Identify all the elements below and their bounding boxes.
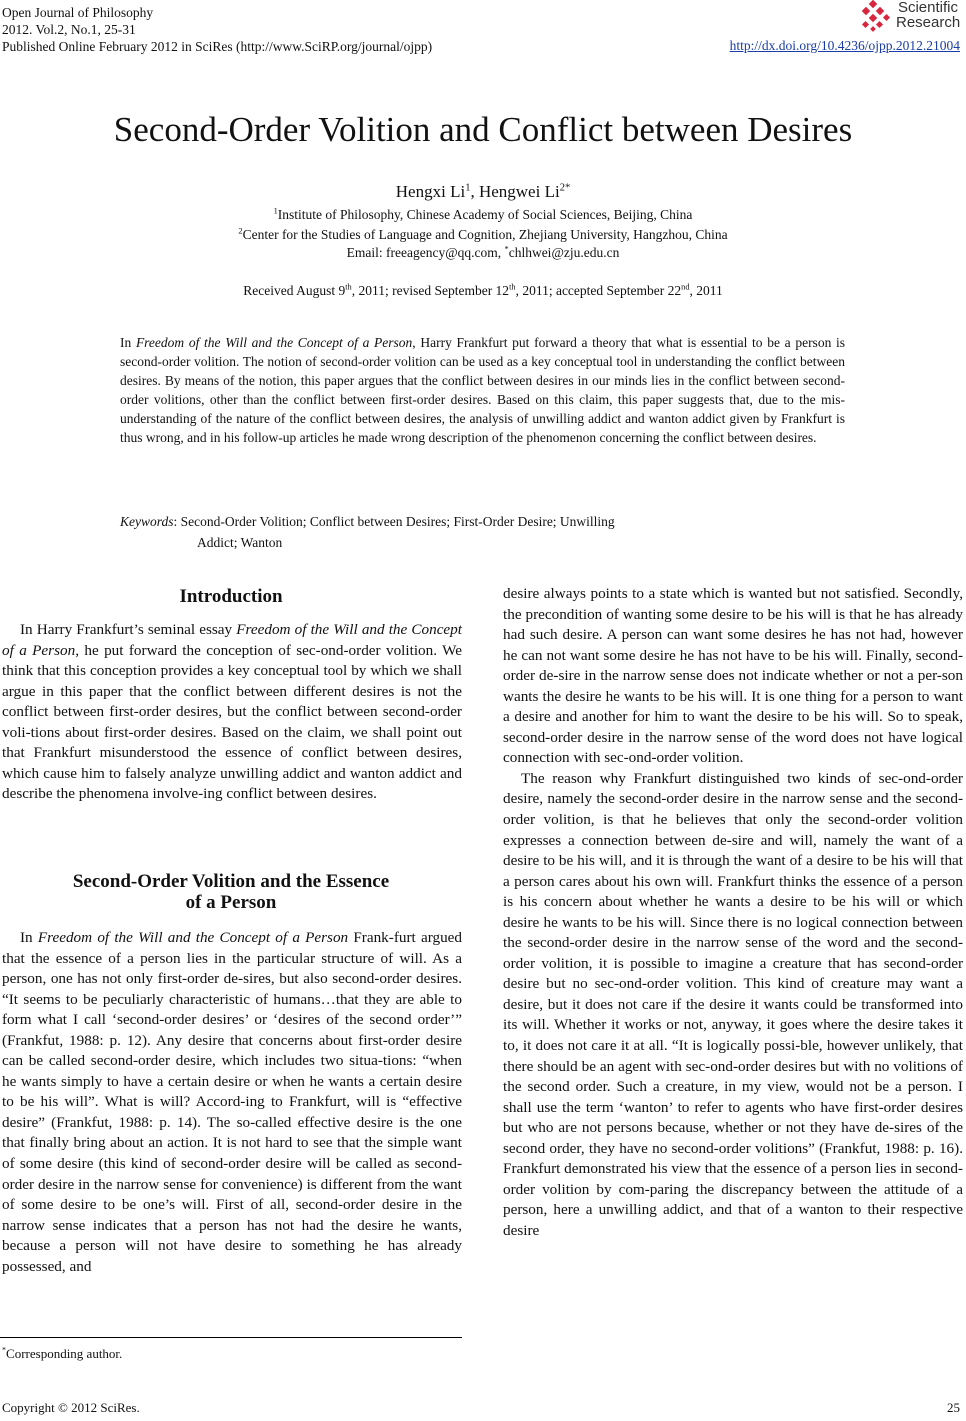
section-2-heading-line-2: of a Person	[185, 892, 277, 913]
keywords-colon: :	[173, 514, 181, 529]
journal-volume: 2012. Vol.2, No.1, 25-31	[2, 22, 136, 37]
section-2-heading	[8, 871, 454, 913]
author-2: , Hengwei Li	[470, 182, 560, 201]
keywords-line-1: Second-Order Volition; Conflict between Desires; First-Order Desire; Unwilling	[180, 514, 615, 529]
publication-info: Published Online February 2012 in SciRes (http://www.SciRP.org/journal/ojpp)	[2, 39, 433, 54]
received-sup-2: th	[509, 282, 516, 292]
abstract	[120, 333, 845, 448]
received-text-4: , 2011	[689, 283, 723, 298]
right-paragraph-2: The reason why Frankfurt distinguished two kinds of sec-ond-order desire, namely the second-order desire in the narrow sense and the second-order volition, is that he believes that only the second-order volition expresses a connection between de-sire and will, namely the want of a desire to be his will, and it is through the want of a desire to be his will that a person cares about his own will. Frankfurt thinks the essence of a person is his concern about whether he wants a desire to be his will or which desire he wants to be his will. Since there is no logical connection between the second-order desire in the narrow sense of the word and the second-order volition, it is possible to imagine a creature that has second-order desire but no sec-ond-order volition. This kind of creature may want a desire, but it does not care if the desire it wants could be transformed into its will. Whether it works or not, anyway, it goes where the desire takes it to, it does not care it at all. “It is logically possi-ble, however unlikely, that there should be an agent with sec-ond-order desires but with no volitions of the second order. Such a creature, in my view, would not be a person. I shall use the term ‘wanton’ to refer to agents who have first-order desires but who are not persons because, whether or not they have de-sires of the second order, they have no second-order volitions” (Frankfut, 1988: p. 16). Frankfurt demonstrated his view that the essence of a person lies in second-order volition by com-paring the discrepancy between the attitude of a person, here a unwilling addict, and that of a wanton to their respective desire	[503, 769, 963, 1239]
keywords-label: Keywords	[120, 514, 174, 529]
email-line	[0, 245, 966, 261]
intro-p1-b: , he put forward the conception of sec-ond-order volition. We think that this conception provides a key conceptual tool by which we shall argue in this paper that the conflict between different desires is not the conflict between first-order desires, but the conflict between second-order voli-tions about first-order desires. Based on the claim, we shall point out that Frankfurt misunderstood the essence of conflict between desires, which cause him to falsely analyze unwilling addict and wanton addict and describe the phenomena involve-ing conflict between desires.	[2, 641, 462, 803]
received-dates	[0, 283, 966, 299]
logo-wordmark	[896, 0, 961, 31]
email-address: chlhwei@zju.edu.cn	[508, 245, 620, 260]
intro-paragraph	[2, 620, 462, 805]
s2-p1-a: In	[20, 929, 38, 946]
right-paragraph-1: desire always points to a state which is wanted but not satisfied. Secondly, the precondition of wanting some desire to be his will is that he has already had such desire. A person can want some desires he has not had, however he can not want some desire he has not have to be his will. Finally, second-order de-sire in the narrow sense does not indicate whether or not a per-son wants the desire he wants to be his will. It is one thing for a person to want a desire and another for him to want the desire to be his will. So to speak, second-order desire in the narrow sense of the word does not have logical connection with sec-ond-order volition.	[503, 585, 963, 767]
received-sup-1: th	[345, 282, 352, 292]
affiliation-1-sup: 1	[273, 206, 278, 216]
paper-title: Second-Order Volition and Conflict between Desires	[113, 110, 853, 149]
paper-authors	[0, 182, 966, 202]
author-1-sup: 1	[465, 182, 471, 194]
s2-p1-b: Frank-furt argued that the essence of a person lies in the particular structure of will. As a person, one has not only first-order de-sires, but also second-order desires. “It seems to be peculiarly characteristic of humans…that they are able to form what I call ‘second-order desires’ or ‘desires of the second order’” (Frankfut, 1988: p. 12). Any desire that concerns about first-order desire can be called second-order desire, which includes two situa-tions: “when he wants simply to have a certain desire or when he wants a certain desire to be his will”. What is will? Accord-ing to Frankfurt, will is “effective desire” (Frankfut, 1988: p. 14). The so-called effective desire is the one that finally bring about an action. It is not hard to see that the simple want of some desire (this kind of second-order desire will be called as second-order desire in the narrow sense for convenience) is different from the want of some desire to be one’s will. First of all, second-order desire in the narrow sense indicates that a person has not had the desire he wants, because a person will not have desire to something he has already possessed, and	[2, 929, 463, 1275]
footnote	[2, 1346, 122, 1362]
affiliation-1-text: Institute of Philosophy, Chinese Academy of Social Sciences, Beijing, China	[277, 207, 693, 222]
logo-line-1: Scientific	[897, 0, 958, 16]
received-sup-3: nd	[681, 282, 690, 292]
email-prefix: Email: freeagency@qq.com,	[346, 245, 505, 260]
doi-link[interactable]: http://dx.doi.org/10.4236/ojpp.2012.21004	[729, 38, 960, 53]
left-column-intro	[2, 620, 462, 805]
keywords	[120, 511, 845, 553]
scientific-research-logo-icon	[858, 0, 892, 34]
received-text-2: , 2011; revised September 12	[351, 283, 510, 298]
email-sup: *	[504, 244, 509, 254]
received-text-3: , 2011; accepted September 22	[515, 283, 682, 298]
s2-p1-book: Freedom of the Will and the Concept of a Person	[37, 929, 349, 946]
copyright: Copyright © 2012 SciRes.	[2, 1400, 140, 1415]
intro-p1-a: In Harry Frankfurt’s seminal essay	[20, 621, 237, 638]
right-column	[503, 584, 963, 1242]
abstract-in: In	[120, 335, 136, 350]
abstract-book-title: Freedom of the Will and the Concept of a Person	[135, 335, 413, 350]
intro-heading: Introduction	[179, 586, 283, 607]
footnote-sup: *	[2, 1345, 7, 1355]
affiliation-2-sup: 2	[238, 226, 243, 236]
footnote-rule	[0, 1337, 462, 1338]
left-column-section-2	[2, 928, 462, 1277]
journal-name: Open Journal of Philosophy	[2, 5, 154, 20]
received-text-1: Received August 9	[243, 283, 346, 298]
intro-p1-book: Freedom of the Will and the Concept of a Person	[2, 621, 462, 659]
affiliation-2-text: Center for the Studies of Language and Cognition, Zhejiang University, Hangzhou, China	[242, 227, 728, 242]
footnote-text: Corresponding author.	[6, 1346, 123, 1361]
abstract-text: , Harry Frankfurt put forward a theory that what is essential to be a person is second-order volition. The notion of second-order volition can be used as a key conceptual tool in understanding the conflict between desires. By means of the notion, this paper argues that the conflict between desires in our minds lies in the conflict between second-order volitions, other than the conflict between first-order desires. Based on this claim, this paper suggests that, due to the mis-understanding of the nature of the conflict between desires, the analysis of unwilling addict and wanton addict given by Frankfurt is thus wrong, and in his follow-up articles he made wrong description of the phenomenon concerning the conflict between desires.	[120, 335, 845, 446]
author-2-sup: 2*	[559, 182, 571, 194]
keywords-line-2: Addict; Wanton	[197, 535, 283, 550]
section-2-heading-line-1: Second-Order Volition and the Essence	[72, 871, 390, 892]
logo-line-2: Research	[896, 14, 961, 31]
affiliation-1	[0, 207, 966, 223]
section-2-paragraph	[2, 928, 462, 1277]
author-1: Hengxi Li	[395, 182, 466, 201]
affiliation-2	[0, 227, 966, 243]
page-number: 25	[947, 1400, 960, 1415]
publisher-logo	[862, 0, 962, 34]
